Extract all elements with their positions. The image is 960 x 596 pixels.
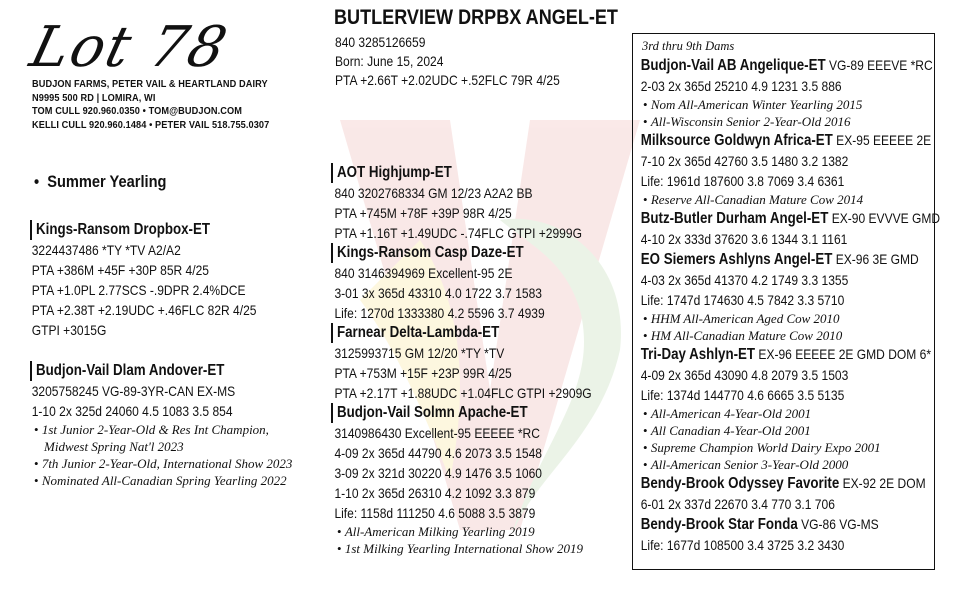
dam-8-record: 6-01 2x 337d 22670 3.4 770 3.1 706 (640, 496, 835, 512)
lot-number-title: Lot 78 (24, 15, 235, 80)
dam-6-honor: • HHM All-American Aged Cow 2010 (633, 310, 934, 327)
dam-3-honor: • All-Wisconsin Senior 2-Year-Old 2016 (633, 113, 934, 130)
sire-line: PTA +1.0PL 2.77SCS -.9DPR 2.4%DCE (31, 282, 246, 298)
sire-line: PTA +386M +45F +30P 85R 4/25 (31, 262, 209, 278)
consignor-address: N9995 500 RD | LOMIRA, WI (32, 92, 156, 104)
consignor-block (32, 78, 299, 132)
dam-3-score: VG-89 EEEVE *RC (825, 57, 933, 73)
dam-5-record: 4-10 2x 333d 37620 3.6 1344 3.1 1161 (640, 231, 848, 247)
sire-section (30, 220, 293, 340)
mgs-line: PTA +745M +78F +39P 98R 4/25 (334, 205, 512, 221)
dam-7-header (633, 344, 932, 365)
dams-box (632, 33, 941, 570)
sire-name: Kings-Ransom Dropbox-ET (36, 221, 211, 238)
pgd-honor: • 1st Milking Yearling International Show 2019 (337, 540, 634, 557)
pgd-record: 1-10 2x 365d 26310 4.2 1092 3.3 879 (334, 485, 536, 501)
dam-id: 3205758245 VG-89-3YR-CAN EX-MS (31, 383, 236, 399)
dam-6-record: 4-03 2x 365d 41370 4.2 1749 3.3 1355 (640, 272, 849, 288)
dam-7-honor: • All-American Senior 3-Year-Old 2000 (633, 456, 934, 473)
bullet: • (34, 172, 48, 191)
dam-4-header (633, 130, 932, 151)
dam-6-score: EX-96 3E GMD (832, 251, 919, 267)
dam-record: 1-10 2x 325d 24060 4.5 1083 3.5 854 (31, 403, 233, 419)
dam-honor-cont: Midwest Spring Nat'l 2023 (44, 439, 184, 454)
animal-birthdate: Born: June 15, 2024 (335, 53, 444, 69)
pgs-name: Farnear Delta-Lambda-ET (337, 324, 500, 341)
dam-5-name: Butz-Butler Durham Angel-ET (640, 210, 829, 227)
dam-4-record: 7-10 2x 365d 42760 3.5 1480 3.2 1382 (640, 153, 849, 169)
pgs-id: 3125993715 GM 12/20 *TY *TV (334, 345, 505, 361)
consignor-name: BUDJON FARMS, PETER VAIL & HEARTLAND DAIRY (32, 79, 268, 90)
animal-name: BUTLERVIEW DRPBX ANGEL-ET (334, 6, 618, 29)
pgs-line: PTA +753M +15F +23P 99R 4/25 (334, 365, 512, 381)
dam-5-score: EX-90 EVVVE GMD (828, 210, 941, 226)
class-text: Summer Yearling (47, 172, 167, 191)
dam-6-honor: • HM All-Canadian Mature Cow 2010 (633, 327, 934, 344)
dam-8-name: Bendy-Brook Odyssey Favorite (640, 475, 840, 492)
mgs-name: AOT Highjump-ET (337, 164, 452, 181)
dam-honor: • 7th Junior 2-Year-Old, International Show 2023 (34, 455, 292, 472)
animal-info (335, 33, 560, 90)
class-label (34, 172, 166, 192)
dam-7-score: EX-96 EEEEE 2E GMD DOM 6* (755, 346, 932, 362)
dam-3-name: Budjon-Vail AB Angelique-ET (640, 57, 826, 74)
pgs-line: PTA +2.17T +1.88UDC +1.04FLC GTPI +2909G (334, 385, 592, 401)
dam-6-record: Life: 1747d 174630 4.5 7842 3.3 5710 (640, 292, 845, 308)
mgs-line: PTA +1.16T +1.49UDC -.74FLC GTPI +2999G (334, 225, 582, 241)
sire-line: GTPI +3015G (31, 322, 107, 338)
dam-7-honor: • Supreme Champion World Dairy Expo 2001 (633, 439, 934, 456)
dam-4-record: Life: 1961d 187600 3.8 7069 3.4 6361 (640, 173, 845, 189)
dam-7-honor: • All-American 4-Year-Old 2001 (633, 405, 934, 422)
dam-3-header (633, 55, 933, 76)
sire-line: PTA +2.38T +2.19UDC +.46FLC 82R 4/25 (31, 302, 257, 318)
dam-5-header (633, 208, 941, 229)
mgd-line: Life: 1270d 1333380 4.2 5596 3.7 4939 (334, 305, 545, 321)
sire-id: 3224437486 *TY *TV A2/A2 (31, 242, 181, 258)
pgd-record: Life: 1158d 111250 4.6 5088 3.5 3879 (334, 505, 536, 521)
dams-box-heading: 3rd thru 9th Dams (642, 39, 735, 53)
consignor-contact-kelli-peter: KELLI CULL 920.960.1484 • PETER VAIL 518.755.0307 (32, 119, 270, 131)
consignor-contact-tom: TOM CULL 920.960.0350 • TOM@BUDJON.COM (32, 106, 242, 117)
animal-registration: 840 3285126659 (335, 34, 426, 50)
pgd-record: 4-09 2x 365d 44790 4.6 2073 3.5 1548 (334, 445, 542, 461)
dam-7-name: Tri-Day Ashlyn-ET (640, 346, 756, 363)
pgd-record: 3-09 2x 321d 30220 4.9 1476 3.5 1060 (334, 465, 542, 481)
pgd-id: 3140986430 Excellent-95 EEEEE *RC (334, 425, 540, 441)
dam-4-honor: • Reserve All-Canadian Mature Cow 2014 (633, 191, 934, 208)
dam-7-record: Life: 1374d 144770 4.6 6665 3.5 5135 (640, 387, 845, 403)
pgd-honor: • All-American Milking Yearling 2019 (337, 523, 634, 540)
dam-name: Budjon-Vail Dlam Andover-ET (36, 362, 225, 379)
dam-6-name: EO Siemers Ashlyns Angel-ET (640, 251, 833, 268)
dam-4-name: Milksource Goldwyn Africa-ET (640, 132, 833, 149)
dam-8-score: EX-92 2E DOM (839, 475, 926, 491)
dam-9-header (633, 514, 892, 535)
dam-honor: • Nominated All-Canadian Spring Yearling 2022 (34, 472, 292, 489)
mgd-name: Kings-Ransom Casp Daze-ET (337, 244, 524, 261)
dam-9-record: Life: 1677d 108500 3.4 3725 3.2 3430 (640, 537, 845, 553)
mgd-line: 3-01 3x 365d 43310 4.0 1722 3.7 1583 (334, 285, 542, 301)
dam-7-honor: • All Canadian 4-Year-Old 2001 (633, 422, 934, 439)
dam-4-score: EX-95 EEEEE 2E (832, 132, 932, 148)
dam-3-record: 2-03 2x 365d 25210 4.9 1231 3.5 886 (640, 78, 842, 94)
mgs-id: 840 3202768334 GM 12/23 A2A2 BB (334, 185, 533, 201)
mgs-section (331, 163, 634, 557)
mgd-id: 840 3146394969 Excellent-95 2E (334, 265, 513, 281)
dam-7-record: 4-09 2x 365d 43090 4.8 2079 3.5 1503 (640, 367, 849, 383)
dam-honor: • 1st Junior 2-Year-Old & Res Int Champion, (34, 421, 292, 438)
dam-section (30, 361, 292, 489)
animal-pta: PTA +2.66T +2.02UDC +.52FLC 79R 4/25 (335, 72, 560, 88)
dam-8-header (633, 473, 926, 494)
dam-3-honor: • Nom All-American Winter Yearling 2015 (633, 96, 934, 113)
dam-9-name: Bendy-Brook Star Fonda (640, 516, 798, 533)
pgd-name: Budjon-Vail Solmn Apache-ET (337, 404, 528, 421)
dam-6-header (633, 249, 919, 270)
dam-9-score: VG-86 VG-MS (797, 516, 879, 532)
